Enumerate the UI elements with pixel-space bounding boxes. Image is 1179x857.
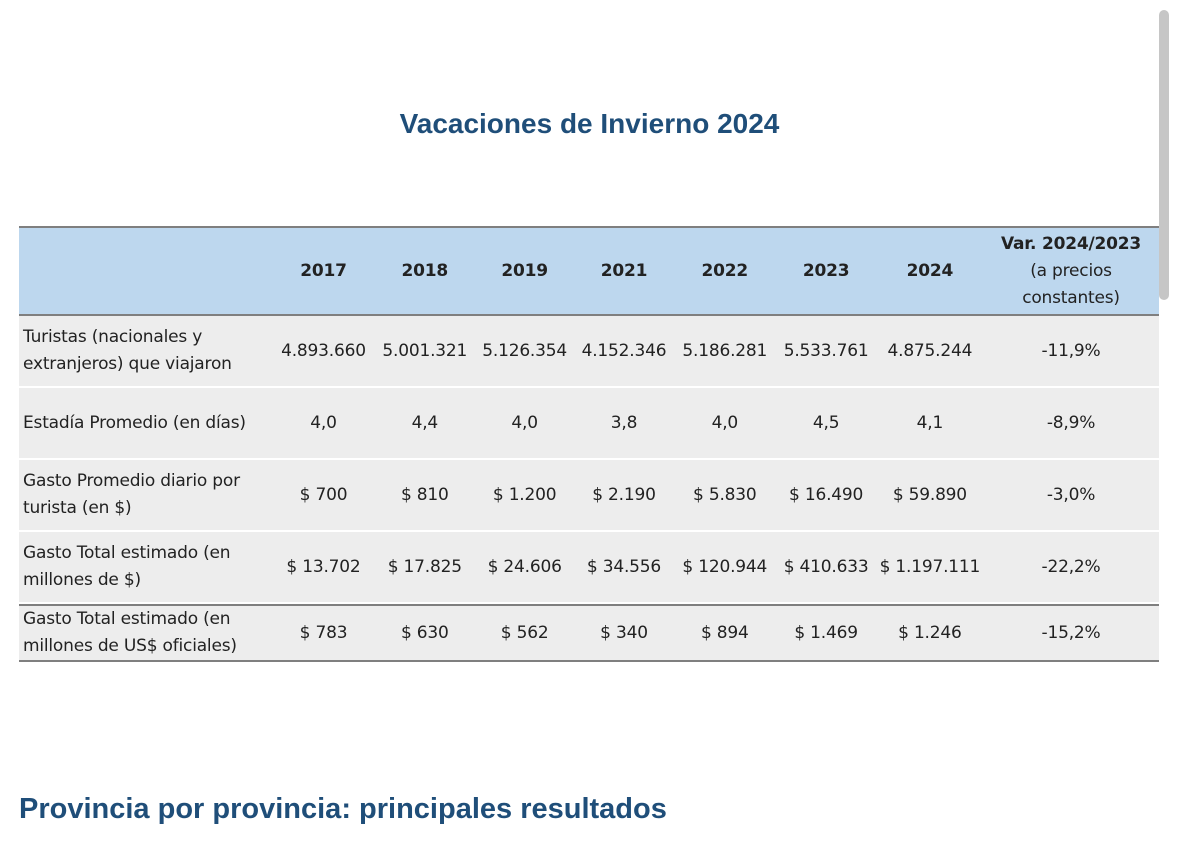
row-label: Gasto Promedio diario por turista (en $) bbox=[23, 471, 240, 518]
variation-cell: -15,2% bbox=[1041, 623, 1101, 643]
table-cell: $ 1.200 bbox=[492, 485, 557, 505]
table-cell: $ 1.197.111 bbox=[879, 557, 981, 577]
row-label: Turistas (nacionales y extranjeros) que viajaron bbox=[23, 327, 232, 374]
table-cell: $ 59.890 bbox=[892, 485, 967, 505]
table-cell: $ 17.825 bbox=[387, 557, 462, 577]
column-header: 2021 bbox=[600, 261, 648, 281]
data-table bbox=[19, 226, 1159, 662]
table-cell: $ 13.702 bbox=[286, 557, 361, 577]
table-header-row bbox=[19, 226, 1159, 316]
row-label: Gasto Total estimado (en millones de US$ oficiales) bbox=[23, 609, 237, 656]
table-cell: 4,0 bbox=[310, 413, 337, 433]
table-cell: $ 410.633 bbox=[783, 557, 869, 577]
column-header: 2018 bbox=[401, 261, 449, 281]
table-cell: $ 2.190 bbox=[592, 485, 656, 505]
variation-cell: -3,0% bbox=[1046, 485, 1096, 505]
vertical-scrollbar[interactable] bbox=[1159, 10, 1169, 300]
table-cell: 4.152.346 bbox=[581, 341, 667, 361]
row-label: Estadía Promedio (en días) bbox=[23, 412, 246, 433]
table-cell: 4,0 bbox=[711, 413, 739, 433]
table-cell: $ 810 bbox=[400, 485, 449, 505]
table-cell: $ 562 bbox=[500, 623, 549, 643]
table-cell: $ 16.490 bbox=[789, 485, 864, 505]
table-cell: $ 700 bbox=[299, 485, 348, 505]
table-cell: $ 24.606 bbox=[487, 557, 562, 577]
table-cell: 5.126.354 bbox=[482, 341, 567, 361]
table-cell: $ 630 bbox=[400, 623, 449, 643]
table-cell: $ 340 bbox=[600, 623, 648, 643]
table-cell: 4.893.660 bbox=[281, 341, 366, 361]
variation-cell: -8,9% bbox=[1046, 413, 1096, 433]
table-cell: 5.186.281 bbox=[682, 341, 768, 361]
table-cell: 5.533.761 bbox=[783, 341, 869, 361]
table-cell: 4,1 bbox=[916, 413, 944, 433]
table-cell: $ 34.556 bbox=[586, 557, 662, 577]
table-cell: 3,8 bbox=[610, 413, 638, 433]
table-cell: 4,5 bbox=[812, 413, 840, 433]
variation-header-line3: constantes) bbox=[1022, 287, 1120, 308]
variation-header-line1: Var. 2024/2023 bbox=[1000, 233, 1142, 254]
table-row bbox=[19, 604, 1159, 662]
table-cell: $ 1.246 bbox=[898, 623, 962, 643]
column-header: 2017 bbox=[300, 261, 347, 281]
table-row bbox=[19, 460, 1159, 532]
variation-column-header bbox=[983, 231, 1159, 312]
table-row bbox=[19, 316, 1159, 388]
row-label: Gasto Total estimado (en millones de $) bbox=[23, 543, 231, 590]
table-cell: $ 5.830 bbox=[693, 485, 757, 505]
variation-cell: -11,9% bbox=[1041, 341, 1101, 361]
table-row bbox=[19, 532, 1159, 604]
table-cell: $ 1.469 bbox=[794, 623, 858, 643]
column-header: 2019 bbox=[501, 261, 548, 281]
table-cell: $ 120.944 bbox=[682, 557, 768, 577]
column-header: 2024 bbox=[906, 261, 954, 281]
table-cell: $ 783 bbox=[299, 623, 348, 643]
table-cell: 5.001.321 bbox=[382, 341, 468, 361]
table-cell: 4,4 bbox=[411, 413, 439, 433]
section-heading: Provincia por provincia: principales resultados bbox=[19, 793, 667, 825]
table-cell: 4.875.244 bbox=[887, 341, 973, 361]
column-header: 2022 bbox=[701, 261, 749, 281]
variation-cell: -22,2% bbox=[1041, 557, 1101, 577]
table-cell: 4,0 bbox=[511, 413, 538, 433]
variation-header-line2: (a precios bbox=[1030, 260, 1112, 281]
page-title: Vacaciones de Invierno 2024 bbox=[399, 108, 780, 139]
table-cell: $ 894 bbox=[700, 623, 749, 643]
table-row bbox=[19, 388, 1159, 460]
column-header: 2023 bbox=[802, 261, 850, 281]
